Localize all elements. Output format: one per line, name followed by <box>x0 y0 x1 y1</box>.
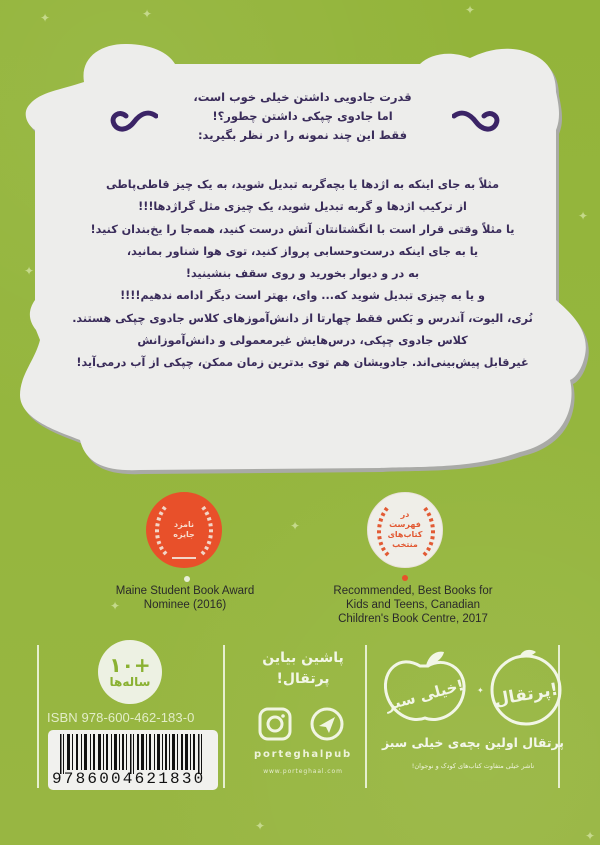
body-line: یا به جای اینکه درست‌وحسابی پرواز کنید، توی هوا شناور بمانید، <box>126 244 479 258</box>
award-badge-nominee <box>146 492 222 568</box>
social-icons <box>257 707 349 741</box>
social-title-line: پاشین بیاین <box>262 650 344 666</box>
column-divider <box>223 645 225 788</box>
award-caption-line: Maine Student Book Award <box>115 585 255 597</box>
column-divider <box>37 645 39 788</box>
award-caption-canadian <box>318 584 508 626</box>
intro-line: اما جادوی چپکی داشتن چطور؟! <box>212 109 393 123</box>
award-caption-line: Children's Book Centre, 2017 <box>338 613 488 625</box>
sparkle-decoration: ✦ <box>465 3 476 17</box>
award-caption-maine <box>100 584 270 612</box>
blurb-text <box>40 88 565 375</box>
barcode <box>48 730 218 790</box>
svg-text:✦: ✦ <box>477 686 484 695</box>
award-badge-recommended <box>367 492 443 568</box>
social-title <box>240 648 366 690</box>
dot-decoration <box>184 576 190 582</box>
sparkle-decoration: ✦ <box>142 7 153 21</box>
social-title-line: پرتقال! <box>276 671 330 687</box>
sparkle-decoration: ✦ <box>255 819 266 833</box>
svg-text:خیلی سبز!: خیلی سبز! <box>383 675 466 715</box>
body-line: یا مثلاً وقتی قرار است با انگشتانتان آتش درست کنید، همه‌جا را یخ‌بندان کنید! <box>90 222 515 236</box>
publisher-logos <box>380 648 570 728</box>
body-line: از ترکیب اژدها و گربه تبدیل شوید، یک چیزی مثل گراژدها!!! <box>138 200 467 214</box>
award-caption-line: Nominee (2016) <box>143 599 227 611</box>
body-line: نُری، الیوت، آندرس و بَکس فقط چهارتا از دانش‌آموزهای کلاس جادوی چپکی هستند. <box>72 311 533 325</box>
dot-decoration <box>402 575 408 581</box>
body-line: غیرقابل پیش‌بینی‌اند. جادویشان هم توی بدترین زمان ممکن، چپکی از آب درمی‌آید! <box>76 356 529 370</box>
sparkle-decoration: ✦ <box>40 11 51 25</box>
award-caption-line: Recommended, Best Books for <box>333 585 493 597</box>
publisher-tagline: پرتقال اولین بچه‌ی خیلی سبز <box>382 735 564 750</box>
publisher-website-link[interactable]: www.porteghaal.com <box>263 768 343 775</box>
intro-line: قدرت جادویی داشتن خیلی خوب است، <box>193 90 412 104</box>
age-number: +۱۰ <box>109 653 151 677</box>
award-badge-text: نامزد جایزه <box>173 520 195 539</box>
sparkle-decoration: ✦ <box>578 209 589 223</box>
body-line: کلاس جادوی چپکی، درس‌هایش غیرمعمولی و دانش‌آموزانش <box>137 334 468 348</box>
body-line: مثلاً به جای اینکه به اژدها یا بچه‌گربه تبدیل شوید، به یک چیز قاطی‌پاطی <box>105 178 500 191</box>
kheili-sabz-logo-icon <box>383 652 466 720</box>
isbn-label: ISBN 978-600-462-183-0 <box>47 710 195 725</box>
social-handle[interactable]: porteghalpub <box>253 749 352 760</box>
barcode-digits: 9786004621830 <box>52 770 206 788</box>
blurb-body <box>40 174 565 375</box>
intro-line: فقط این چند نمونه را در نظر بگیرید: <box>197 128 408 142</box>
sparkle-decoration: ✦ <box>290 519 301 533</box>
blurb-intro <box>40 88 565 145</box>
sparkle-decoration: ✦ <box>110 599 121 613</box>
sparkle-decoration: ✦ <box>585 829 596 843</box>
sparkle-decoration: ✦ <box>24 264 35 278</box>
age-rating-badge <box>98 640 162 704</box>
svg-text:پرتقال!: پرتقال! <box>492 679 560 711</box>
porteghal-logo-icon <box>492 650 560 724</box>
instagram-icon[interactable] <box>260 709 290 739</box>
body-line: و یا به چیزی تبدیل شوید که... وای، بهتر است دیگر ادامه ندهیم!!!! <box>120 289 485 303</box>
age-label: ساله‌ها <box>109 675 151 689</box>
telegram-icon[interactable] <box>312 709 342 739</box>
publisher-subtitle: ناشر خیلی متفاوت کتاب‌های کودک و نوجوان! <box>411 762 535 770</box>
body-line: به در و دیوار بخورید و روی سقف بنشینید! <box>185 267 420 281</box>
award-caption-line: Kids and Teens, Canadian <box>345 599 481 611</box>
award-badge-text: در فهرست کتاب‌های منتخب <box>387 510 423 549</box>
